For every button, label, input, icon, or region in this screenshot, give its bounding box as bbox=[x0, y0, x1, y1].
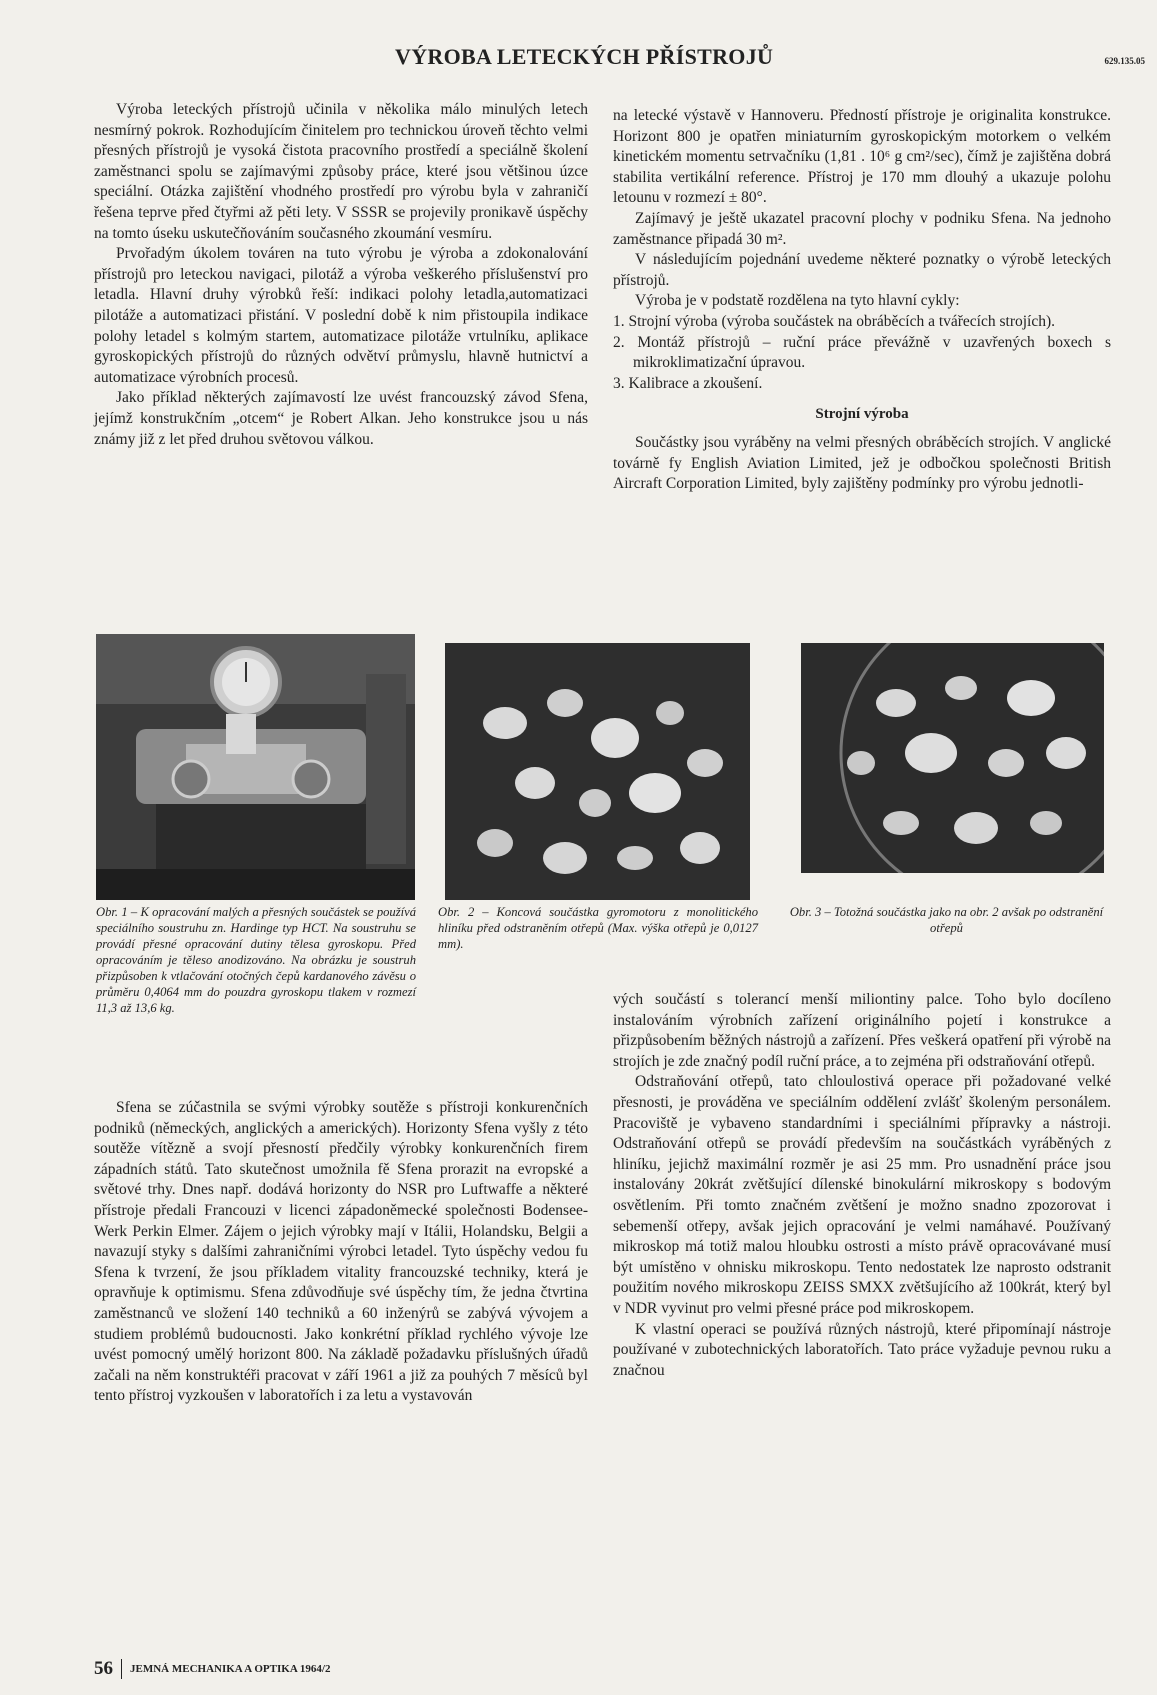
figure-caption-3: Obr. 3 – Totožná součástka jako na obr. 2 avšak po odstranění otřepů bbox=[789, 905, 1104, 935]
paragraph: Výroba leteckých přístrojů učinila v několika málo minulých letech nesmírný pokrok. Rozhodujícím činitelem pro technickou úroveň těchto velmi přesných přístrojů je vysoká čistota pracovního prostředí a speciálně školení zaměstnanci spolu se zajímavými způsoby práce, které jsou většinou úzce speciální. Otázka zajištění vhodného prostředí pro výrobu byla v zahraničí řešena teprve před čtyřmi až pěti lety. V SSSR se projevily pronikavě úspěchy na tomto úseku uskutečňováním současného zkoumání vesmíru. bbox=[94, 101, 588, 242]
column-bottom-right bbox=[613, 990, 1111, 1381]
photo-part-before-deburring bbox=[445, 643, 750, 900]
figure-caption-1: Obr. 1 – K opracování malých a přesných součástek se používá speciálního soustruhu zn. Hardinge typ HCT. Na soustruhu se provádí přesné opracování dutiny tělesa gyroskopu. Před opracováním je těleso anodizováno. Na obrázku je soustruh přizpůsoben k vtlačování otočných čepů kardanového závěsu o průměru 0,4064 mm do pouzdra gyroskopu tlakem v rozmezí 11,3 až 13,6 kg. bbox=[96, 905, 416, 1015]
paragraph: Součástky jsou vyráběny na velmi přesných obráběcích strojích. V anglické továrně fy English Aviation Limited, jež je odbočkou společnosti British Aircraft Corporation Limited, byly zajištěny podmínky pro výrobu jednotli- bbox=[613, 433, 1111, 493]
footer-divider bbox=[121, 1659, 122, 1679]
list-item: 3. Kalibrace a zkoušení. bbox=[613, 374, 763, 392]
photo-part-after-deburring bbox=[801, 643, 1104, 873]
paragraph: na letecké výstavě v Hannoveru. Předností přístroje je originalita konstrukce. Horizont 800 je opatřen miniaturním gyroskopickým motorkem o velkém kinetickém momentu setrvačníku (1,81 . 10⁶ g cm²/sec), čímž je zajištěna dobrá stabilita vertikální reference. Přístroj je 170 mm dlouhý a ukazuje polohu letounu v rozmezí ± 80°. bbox=[613, 107, 1111, 207]
paragraph: V následujícím pojednání uvedeme některé poznatky o výrobě leteckých přístrojů. bbox=[613, 251, 1111, 289]
list-item: 1. Strojní výroba (výroba součástek na obráběcích a tvářecích strojích). bbox=[613, 312, 1056, 330]
paragraph: Jako příklad některých zajímavostí lze uvést francouzský závod Sfena, jejímž konstrukčním „otcem“ je Robert Alkan. Jeho konstrukce jsou u nás známy již z let před druhou světovou válkou. bbox=[94, 389, 588, 448]
page-footer bbox=[94, 1658, 330, 1680]
paragraph: vých součástí s tolerancí menší miliontiny palce. Toho bylo docíleno instalováním výrobních zařízení originálního pojetí i konstrukce a přizpůsobením běžných nástrojů a zařízení. Přes veškerá opatření při výrobě na strojích je zde značný podíl ruční práce, a to zejména při odstraňování otřepů. bbox=[613, 991, 1111, 1070]
paragraph: Zajímavý je ještě ukazatel pracovní plochy v podniku Sfena. Na jednoho zaměstnance připadá 30 m². bbox=[613, 209, 1111, 248]
paragraph: Sfena se zúčastnila se svými výrobky soutěže s přístroji konkurenčních podniků (německých, anglických a amerických). Horizonty Sfena vyšly z této soutěže vítězně a svojí přesností předčily výrobky konkurenčních firem západních států. Tato skutečnost umožnila fě Sfena prorazit na evropské a světové trhy. Dnes např. dodává horizonty do NSR pro Luftwaffe a některé přístroje předali Francouzi v licenci západoněmecké společnosti Bodensee-Werk Perkin Elmer. Zájem o jejich výrobky mají v Itálii, Holandsku, Belgii a navazují styky s dalšími zahraničními výrobci letadel. Tyto úspěchy vedou fu Sfena k tvrzení, že jsou příkladem vitality francouzské techniky, která je opravňuje k optimismu. Sfena zdůvodňuje své úspěchy tím, že jedna čtvrtina zaměstnanců ve složení 140 techniků a 60 inženýrů se zabývá vývojem a studiem problémů budoucnosti. Jako konkrétní příklad rychlého vývoje lze uvést pomocný umělý horizont 800. Na základě požadavku příslušných úřadů začali na něm konstruktéři pracovat v září 1961 a již za pouhých 7 měsíců byl tento přístroj vyzkoušen v laboratořích i za letu a vystavován bbox=[94, 1099, 588, 1405]
page-title: VÝROBA LETECKÝCH PŘÍSTROJŮ bbox=[395, 44, 774, 69]
column-top-right bbox=[613, 106, 1111, 495]
column-top-left bbox=[94, 100, 588, 450]
paragraph: K vlastní operaci se používá různých nástrojů, které připomínají nástroje používané v zubotechnických laboratořích. Tato práce vyžaduje pevnou ruku a značnou bbox=[613, 1320, 1111, 1379]
photo-lathe bbox=[96, 634, 415, 900]
paragraph: Odstraňování otřepů, tato chloulostivá operace při požadované velké přesnosti, je prováděna ve speciálním oddělení zvlášť školeným personálem. Pracoviště je vybaveno standardními i speciálními přípravky a nástroji. Odstraňování otřepů se provádí především na součástkách vyráběných z hliníku, jejichž maximální rozměr je asi 25 mm. Pro usnadnění práce jsou instalovány 20krát zvětšující dílenské binokulární mikroskopy s bodovým osvětlením. Při tomto značném zvětšení je možno snadno zpozorovat i sebemenší otřepy, avšak jejich opracování je velmi namáhavé. Používaný mikroskop má totiž malou hloubku ostrosti a místo právě opracovávané musí být umístěno v ohnisku mikroskopu. Tento nedostatek lze naprosto odstranit použitím nového mikroskopu ZEISS SMXX zvětšujícího až 100krát, který byl v NDR vyvinut pro velmi přesné práce pod mikroskopem. bbox=[613, 1073, 1111, 1317]
section-heading: Strojní výroba bbox=[815, 406, 909, 423]
figure-caption-2: Obr. 2 – Koncová součástka gyromotoru z monolitického hliníku před odstraněním otřepů (Max. výška otřepů je 0,0127 mm). bbox=[438, 905, 758, 951]
journal-name: JEMNÁ MECHANIKA A OPTIKA 1964/2 bbox=[130, 1663, 331, 1675]
paragraph: Výroba je v podstatě rozdělena na tyto hlavní cykly: bbox=[635, 292, 960, 310]
list-item: 2. Montáž přístrojů – ruční práce převážně v uzavřených boxech s mikroklimatizační úpravou. bbox=[613, 333, 1111, 372]
page-number: 56 bbox=[94, 1658, 113, 1679]
classification-code: 629.135.05 bbox=[1104, 56, 1145, 66]
column-bottom-left bbox=[94, 1098, 588, 1407]
paragraph: Prvořadým úkolem továren na tuto výrobu je výroba a zdokonalování přístrojů pro leteckou navigaci, pilotáž a výroba veškerého příslušenství pro letadla. Hlavní druhy výrobků řeší: indikaci polohy letadla,automatizaci pilotáže a automatizaci přistání. V poslední době k nim přistoupila indikace polohy letadel s kolmým startem, automatizace pilotáže vrtulníku, aplikace gyroskopických přístrojů do různých odvětví průmyslu, hlavně hutnictví a automatizace výrobních procesů. bbox=[94, 245, 588, 386]
